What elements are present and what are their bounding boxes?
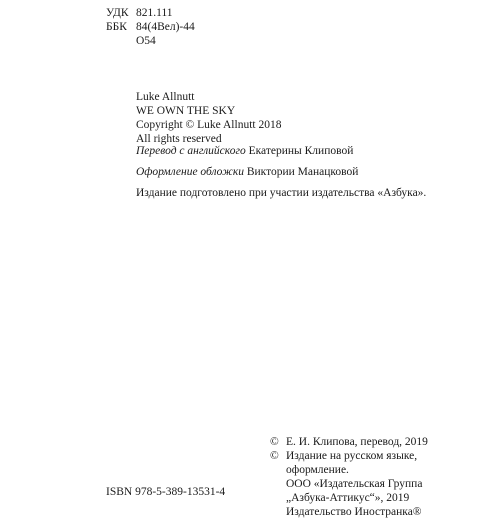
classification-block bbox=[106, 6, 195, 48]
original-author: Luke Allnutt bbox=[136, 91, 195, 103]
udk-label: УДК bbox=[106, 7, 129, 19]
original-rights: All rights reserved bbox=[136, 133, 222, 145]
cover-credit bbox=[136, 165, 358, 179]
original-copyright: Copyright © Luke Allnutt 2018 bbox=[136, 119, 282, 131]
isbn: ISBN 978-5-389-13531-4 bbox=[106, 486, 226, 498]
copyright-publisher-cont: „Азбука-Аттикус“», 2019 bbox=[286, 492, 410, 504]
original-edition-block bbox=[136, 90, 281, 146]
udk-value: 821.111 bbox=[136, 7, 173, 19]
bbk-label: ББК bbox=[106, 21, 127, 33]
publisher-note: Издание подготовлено при участии издательства «Азбука». bbox=[136, 187, 427, 199]
udk-row bbox=[106, 6, 195, 20]
original-title: WE OWN THE SKY bbox=[136, 105, 236, 117]
translation-label: Перевод с английского bbox=[136, 145, 246, 157]
copyright-sign: © bbox=[270, 450, 279, 462]
copyright-imprint: Издательство Иностранка® bbox=[286, 506, 422, 518]
author-mark: О54 bbox=[136, 35, 156, 47]
translation-credit bbox=[136, 144, 353, 158]
copyright-publisher: ООО «Издательская Группа bbox=[286, 478, 423, 490]
bbk-row bbox=[106, 20, 195, 34]
copyright-translation: © Е. И. Клипова, перевод, 2019 bbox=[270, 436, 428, 448]
bbk-value: 84(4Вел)-44 bbox=[136, 21, 195, 33]
copyrights-block bbox=[270, 435, 428, 519]
copyright-edition: © Издание на русском языке, bbox=[270, 450, 418, 462]
translator-name: Екатерины Клиповой bbox=[248, 145, 354, 157]
cover-designer-name: Виктории Манацковой bbox=[246, 166, 359, 178]
copyright-sign: © bbox=[270, 436, 279, 448]
author-mark-row bbox=[106, 34, 195, 48]
cover-label: Оформление обложки bbox=[136, 166, 244, 178]
copyright-edition-cont: оформление. bbox=[286, 464, 349, 476]
